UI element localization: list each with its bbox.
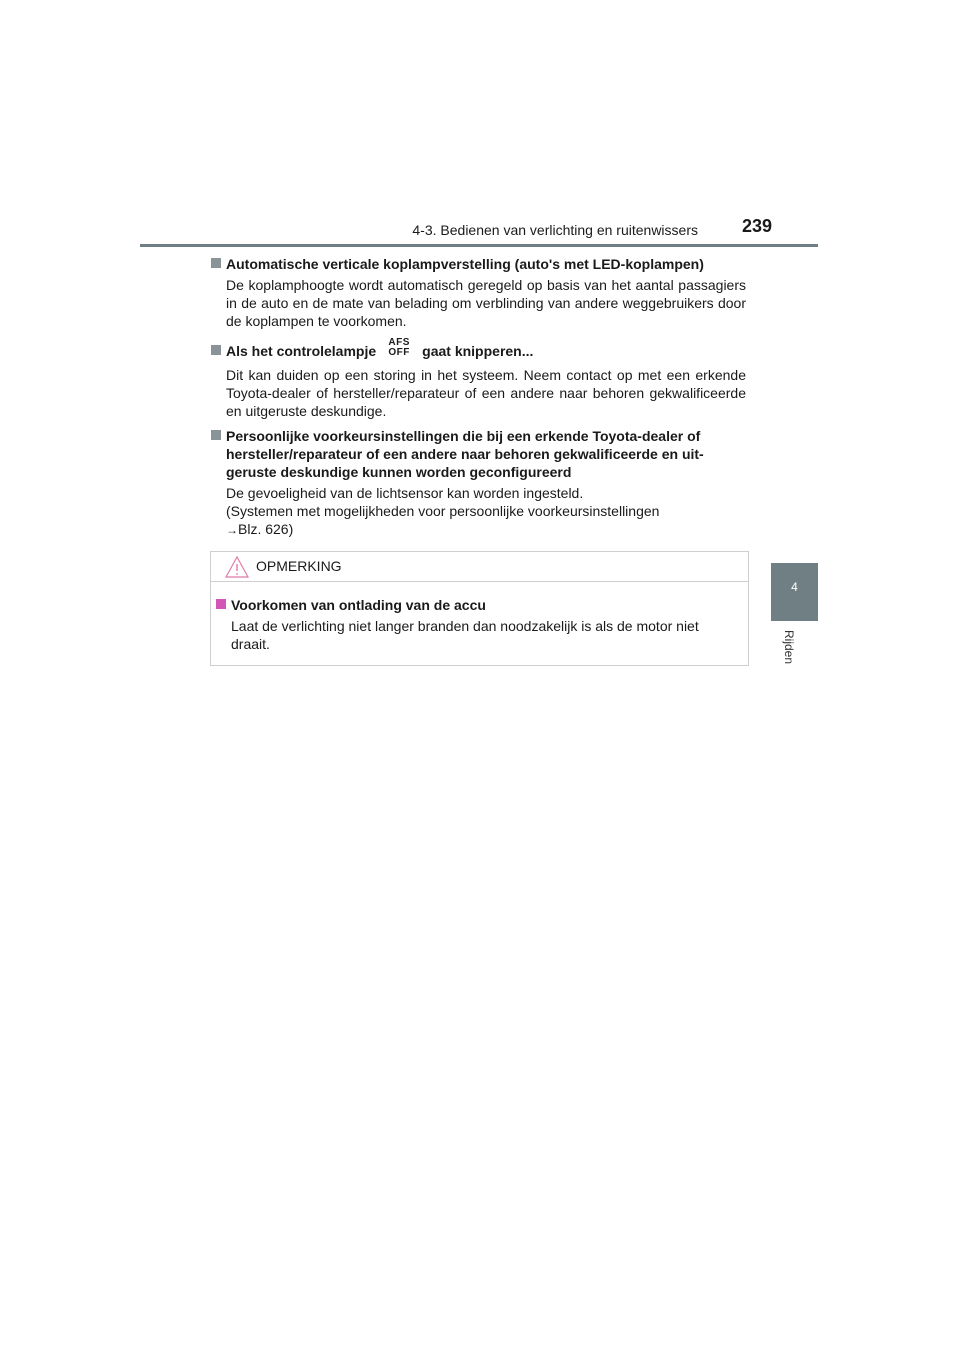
section-heading: Persoonlijke voorkeursinstellingen die bij een erkende Toyota-dealer of hersteller/reparateur of een andere naar behoren gekwalificeerde en uit-geruste deskundige kunnen worden geconfigureerd (210, 427, 746, 481)
section-heading: Automatische verticale koplampverstelling (auto's met LED-koplampen) (210, 255, 746, 273)
main-content (210, 255, 746, 546)
notice-box (210, 551, 749, 666)
reference-arrow-icon: → (226, 523, 238, 537)
notice-header (211, 552, 748, 582)
section-text: De gevoeligheid van de lichtsensor kan worden ingesteld. (Systemen met mogelijkheden voor persoonlijke voorkeursinstellingen →Blz. 626) (226, 485, 660, 537)
bullet-square-icon (211, 430, 221, 440)
bullet-square-icon (216, 599, 226, 609)
afs-off-indicator-icon: AFS OFF (388, 337, 410, 359)
page-number: 239 (741, 216, 772, 236)
section-text: De koplamphoogte wordt automatisch geregeld op basis van het aantal passagiers in de auto en de mate van belading om verblinding van andere weggebruikers door de koplampen te voorkomen. (226, 277, 746, 329)
section-auto-leveling (210, 255, 746, 330)
chapter-tab-label: Rijden (782, 630, 796, 665)
page-header (140, 216, 818, 244)
section-indicator-flashing (210, 337, 746, 420)
header-rule (140, 244, 818, 247)
bullet-square-icon (211, 345, 221, 355)
chapter-title: 4-3. Bedienen van verlichting en ruitenwissers (412, 222, 698, 238)
bullet-square-icon (211, 258, 221, 268)
section-heading: Als het controlelampjeAFS OFF gaat knipperen... (210, 342, 746, 360)
notice-text: Laat de verlichting niet langer branden dan noodzakelijk is als de motor niet draait. (231, 618, 699, 652)
section-customization (210, 427, 746, 539)
section-text: Dit kan duiden op een storing in het systeem. Neem contact op met een erkende Toyota-dealer of hersteller/reparateur of een andere naar behoren gekwalificeerde en uitgeruste deskundige. (226, 367, 746, 419)
chapter-tab-number: 4 (791, 580, 798, 594)
page-reference[interactable]: Blz. 626) (238, 521, 294, 537)
notice-body (211, 582, 748, 653)
notice-heading: Voorkomen van ontlading van de accu (215, 596, 740, 614)
notice-title: OPMERKING (256, 558, 342, 574)
warning-triangle-icon (225, 556, 249, 578)
chapter-tab (771, 563, 818, 621)
